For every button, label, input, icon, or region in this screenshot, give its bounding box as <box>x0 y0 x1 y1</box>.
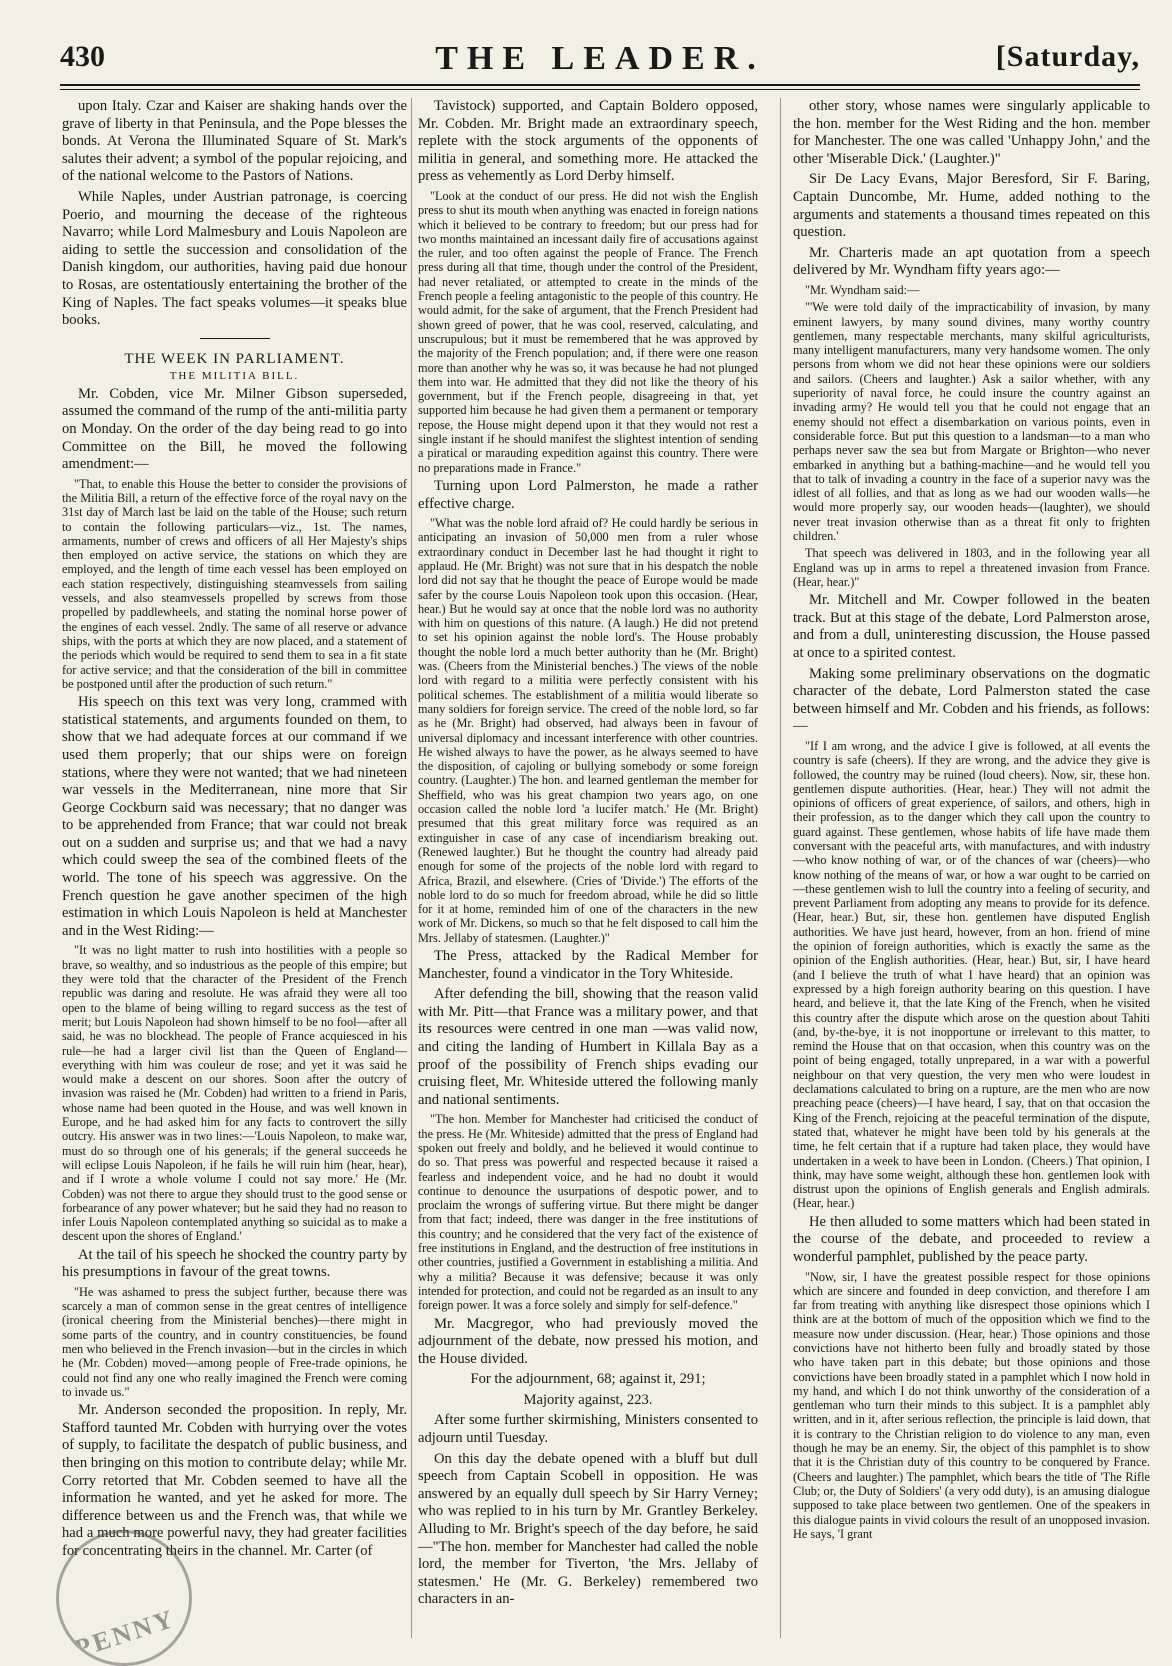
quoted-speech: "Mr. Wyndham said:— <box>805 282 920 297</box>
article-paragraph: The Press, attacked by the Radical Member for Manchester, found a vindicator in the Tory Whiteside. <box>418 948 758 982</box>
article-paragraph: His speech on this text was very long, crammed with statistical statements, and arguments founded on them, to show that we had adequate forces at our command if we used them properly; that our ships were on foreign stations, where they were not wanted; that we had nineteen war vessels in the Mediterranean, nine more that Sir George Cockburn said was necessary; that no danger was to be apprehended from France; that war could not break out on a sudden and surprise us; and that we had a navy which could sweep the sea of the combined fleets of the world. The tone of his speech was aggressive. On the French question he gave another specimen of the high estimation in which Louis Napoleon is held at Manchester and in the West Riding:— <box>62 694 407 939</box>
header-rule-thin <box>60 89 1140 90</box>
penny-stamp-watermark <box>56 1530 192 1666</box>
article-paragraph: He then alluded to some matters which had been stated in the course of the debate, and proceeded to review a wonderful pamphlet, published by the peace party. <box>793 1213 1150 1265</box>
page-number: 430 <box>60 40 105 73</box>
section-title: THE WEEK IN PARLIAMENT. <box>124 350 345 367</box>
article-paragraph: Mr. Anderson seconded the proposition. In reply, Mr. Stafford taunted Mr. Cobden with hurrying over the votes of supply, to facilitate the despatch of public business, and then bringing on this motion to contribute delay; while Mr. Corry retorted that Mr. Cobden seemed to have all the information he wanted, and yet he asked for more. The difference between us and the French was, that while we had a much more powerful navy, they had greater facilities for concentrating theirs in the channel. Mr. Carter (of <box>62 1402 407 1559</box>
article-paragraph: Mr. Mitchell and Mr. Cowper followed in the beaten track. But at this stage of the debate, Lord Palmerston arose, and from a dull, uninteresting discussion, the House passed at once to a spirited contest. <box>793 592 1150 661</box>
page-header <box>60 40 1140 86</box>
quoted-speech: "The hon. Member for Manchester had criticised the conduct of the press. He (Mr. Whiteside) admitted that the press of England had spoken out freely and boldly, and he believed it would continue to do so. That press was powerful and respected because it raised a fearless and independent voice, and he had no doubt it would continue to denounce the usurpations of despotic power, and to proclaim the wrongs of suffering virtue. But there might be danger from that fact; indeed, there was danger in the free institutions of this country; and he considered that the very fact of the existence of free institutions in England, and the destruction of free institutions in other countries, justified a Government in establishing a militia. And why a militia? Because it was defensive; because it was only intended for protection, and could not be regarded as an insult to any foreign power. It was a force solely and simply for self-defence." <box>418 1112 758 1313</box>
article-paragraph: On this day the debate opened with a bluff but dull speech from Captain Scobell in opposition. He was answered by an equally dull speech by Sir Harry Verney; who was replied to in his turn by Mr. Grantley Berkeley. Alluding to Mr. Bright's speech of the day before, he said—"The hon. member for Manchester had called the noble lord, the member for Tiverton, 'the Mrs. Jellaby of statesmen.' He (Mr. G. Berkeley) remembered two characters in an- <box>418 1450 758 1608</box>
masthead-title: THE LEADER. <box>435 40 765 77</box>
quoted-speech: "He was ashamed to press the subject further, because there was scarcely a man of common sense in the great centres of intelligence (ironical cheering from the Ministerial benches)—there might in some parts of the country, and in country constituencies, be found men who believed in the French invasion—but in the circles in which he (Mr. Cobden) moved—among people of Free-trade opinions, he could not find any one who really imagined the French were coming to invade us." <box>62 1284 407 1399</box>
section-subtitle: THE MILITIA BILL. <box>169 369 300 382</box>
quoted-speech: "If I am wrong, and the advice I give is followed, at all events the country is safe (cheers). If they are wrong, and the advice they give is followed, the country may be ruined (loud cheers). Now, sir, these hon. gentlemen dispute authorities. (Hear, hear.) They will not admit the opinions of officers of great experience, of sailors, and others, high in their profession, as to the danger which they call upon the country to guard against. These gentlemen, whose habits of life have made them conversant with the peaceful arts, with manufactures, and with industry—who know nothing of war, or of the chances of war (cheers)—who know nothing of the means of war, or how a war ought to be carried on—these gentlemen wish to lull the country into a feeling of security, and prevent Parliament from adopting any means to provide for its defence. (Hear, hear.) But, sir, these hon. gentlemen have disputed English authorities. We have just heard, however, from an hon. friend of mine the opinion of foreign authorities, which is exactly the same as the opinion of the English authorities. (Hear, hear.) But, sir, I have heard (and I believe the truth of what I have heard) that an opinion was expressed by a high foreign authority bearing on this question. I have heard, and believe it, that the late King of the French, when he visited this country after the dispute which arose on the question about Tahiti (and, by-the-bye, it is not inopportune or irrelevant to this matter, to remind the House that on that occasion, when this country was on the point of being engaged, totally unprepared, in a war with a powerful neighbour on that very question, the very men who were loudest in declamations calculated to bring on a rupture, are the men who are now preaching peace (cheers)—I have heard, I say, that on that occasion the King of the French, rejoicing at the peaceful termination of the dispute, stated that, whatever he might have been told by his generals at the time, he felt certain that if a rupture had taken place, they would have undertaken in a week to have been in London. (Cheers.) That opinion, I think, may have some weight, although these hon. gentlemen look with distrust upon the opinions of English generals and English admirals. (Hear, hear.) <box>793 738 1150 1211</box>
article-paragraph: While Naples, under Austrian patronage, is coercing Poerio, and mourning the decease of the righteous Navarro; while Lord Malmesbury and Louis Napoleon are aiding to settle the succession and consolidation of the Danish kingdom, our authorities, having paid due honour to Rosas, are ostentatiously entertaining the brother of the King of Naples. The fact speaks volumes—it speaks blue books. <box>62 188 407 329</box>
header-rule <box>60 84 1140 86</box>
article-paragraph: Mr. Cobden, vice Mr. Milner Gibson superseded, assumed the command of the rump of the anti-militia party on Monday. On the order of the day being read to go into Committee on the Bill, he moved the following amendment:— <box>62 385 407 473</box>
column-divider <box>780 98 781 1638</box>
column-2 <box>418 98 758 1638</box>
article-paragraph: Mr. Charteris made an apt quotation from a speech delivered by Mr. Wyndham fifty years ago:— <box>793 244 1150 279</box>
stamp-text: PENNY <box>70 1603 180 1664</box>
quoted-speech: "Look at the conduct of our press. He did not wish the English press to shut its mouth when anything was enacted in foreign nations which it believed to be contrary to freedom; but our press had for two months maintained an incessant daily fire of accusations against the ruler, and too often against the people of France. The French press during all that time, though under the control of the President, had never retaliated, or attempted to create in the minds of the French people a feeling antagonistic to the people of this country. He would admit, for the sake of argument, that the French President had shown greed of power, that he was cool, reserved, calculating, and unscrupulous; but it must be remembered that he was approved by the majority of the French population; and, if there were one reason more than another why he was so, it was because he had not plunged them into war. He admitted that they did not like the theory of his government, but if the French people, disagreeing in that, yet supported him because he had given them a permanent or temporary repose, the House might depend upon it that they would not rest a single instant if he should manifest the slightest intention of sending a piratical or marauding expedition against this country. There were no preparations made in France." <box>418 188 758 475</box>
quoted-speech: "Now, sir, I have the greatest possible respect for those opinions which are sincere and founded in deep conviction, and therefore I am far from treating with anything like disrespect those opinions which I think are at the bottom of much of the opposition which we find to the measure now under discussion. (Hear, hear.) Those opinions and those convictions have not hitherto been fully and broadly stated by those who have taken part in this debate; but those opinions and those convictions have been broadly stated in a pamphlet which I now hold in my hand, and which I do not think unworthy of the consideration of a gentleman who turn their minds to this subject. It is a pamphlet ably written, and in it, after serious reflection, the principle is laid down, that it is contrary to the Christian religion to do violence to any man, even though he may be an enemy. Sir, the object of this pamphlet is to show that it is the Christian duty of this country to be conquered by France. (Cheers and laughter.) The pamphlet, which bears the title of 'The Rifle Club; or, the Duty of Soldiers' (a very odd duty), is an amusing dialogue supposed to take place between two gentlemen. One of the speakers in this dialogue paints in vivid colours the result of an unopposed invasion. He says, 'I grant <box>793 1269 1150 1541</box>
division-result: For the adjournment, 68; against it, 291; <box>470 1371 706 1388</box>
column-1 <box>62 98 407 1638</box>
quoted-speech: "That, to enable this House the better to consider the provisions of the Militia Bill, a return of the effective force of the royal navy on the 31st day of March last be laid on the table of the House; such return to contain the following particulars—viz., 1st. The names, armaments, number of crews and officers of all Her Majesty's ships then employed on active service, the stations on which they are employed, and the length of time each vessel has been employed on each station respectively, distinguishing steamvessels from sailing vessels, and also steamvessels propelled by screws from those propelled by paddlewheels, and stating the nominal horse power of the engines of each vessel. 2ndly. The same of all reserve or advance ships, with the ports at which they are now placed, and a statement of the periods which would be required to send them to sea in a fit state for active service; and that the consideration of the bill in committee be postponed until after the production of such return." <box>62 476 407 691</box>
section-divider <box>200 338 270 339</box>
article-paragraph: Making some preliminary observations on the dogmatic character of the debate, Lord Palmerston stated the case between himself and Mr. Cobden and his friends, as follows:— <box>793 665 1150 735</box>
column-divider <box>411 98 412 1638</box>
quoted-speech: That speech was delivered in 1803, and in the following year all England was up in arms to repel a threatened invasion from France. (Hear, hear.)" <box>793 546 1150 589</box>
article-paragraph: other story, whose names were singularly applicable to the hon. member for the West Riding and the hon. member for Manchester. The one was called 'Unhappy John,' and the other 'Miserable Dick.' (Laughter.)" <box>793 98 1150 167</box>
quoted-speech: "What was the noble lord afraid of? He could hardly be serious in anticipating an invasion of 50,000 men from a ruler whose extraordinary conduct in December last he had thought it right to applaud. He (Mr. Bright) was not sure that in his despatch the noble lord did not say that he thought the peace of Europe would be made safer by the course Louis Napoleon took upon this occasion. (Hear, hear.) But he would say at once that the noble lord was no authority with him on questions of this nature. (A laugh.) He did not pretend to set his opinion against the noble lord's. The House probably thought the noble lord a much better authority than he (Mr. Bright) was. (Cheers from the Ministerial benches.) The views of the noble lord with regard to a militia were perfectly consistent with his political schemes. The establishment of a militia would liberate so many soldiers for foreign service. The creed of the noble lord, so far as he (Mr. Bright) had observed, had always been in favour of universal diplomacy and incessant interference with other countries. He wished always to have the power, as he always seemed to have the disposition, of cajoling or bullying somebody or some foreign country. (Laughter.) The hon. and learned gentleman the member for Sheffield, who was his great champion two years ago, on one occasion called the noble lord 'a lucifer match.' He (Mr. Bright) presumed that this great military force was required as an extinguisher in case of any case of incendiarism breaking out. (Renewed laughter.) But he thought the country had already paid enough for some of the projects of the noble lord with regard to Africa, Brazil, and elsewhere. (Cries of 'Divide.') The efforts of the noble lord to do so much for freedom abroad, while he did so little for it at home, reminded him of one of the characters in the new work of Mr. Dickens, so much so that he felt disposed to call him the Mrs. Jellaby of statesmen. (Laughter.)" <box>418 516 758 945</box>
article-paragraph: Mr. Macgregor, who had previously moved the adjournment of the debate, now pressed his motion, and the House divided. <box>418 1315 758 1367</box>
article-paragraph: After some further skirmishing, Ministers consented to adjourn until Tuesday. <box>418 1412 758 1447</box>
quoted-speech: "It was no light matter to rush into hostilities with a people so brave, so wealthy, and so industrious as the people of this empire; but they were told that the character of the President of the French republic was daring and resolute. He was afraid they were all too open to the blame of being willing to regard success as the test of merit; but Louis Napoleon had shown himself to be no fool—after all said, he was no blockhead. The people of France acquiesced in his rule—he had a larger civil list than the Queen of England—everything with him was couleur de rose; and yet it was said he would make a descent on our shores. Soon after the outcry of invasion was raised he (Mr. Cobden) had written to a friend in Paris, whose name had been quoted in the House, and was well known in Europe, and he had asked him for any facts to controvert the silly outcry. His answer was in two lines:—'Louis Napoleon, to make war, must do so through one of his generals; if the general succeeds he will eclipse Louis Napoleon, if he fails he will ruin him (hear, hear), and if I wrote a whole volume I could not say more.' He (Mr. Cobden) was not there to argue they should trust to the good sense or forbearance of any power whatever; but he said they had no reason to infer Louis Napoleon contemplated anything so suicidal as to make a descent upon the shores of England.' <box>62 943 407 1244</box>
article-paragraph: Tavistock) supported, and Captain Boldero opposed, Mr. Cobden. Mr. Bright made an extraordinary speech, replete with the stock arguments of the opponents of militia in general, and something more. He attacked the press as vehemently as Lord Derby himself. <box>418 98 758 185</box>
article-paragraph: At the tail of his speech he shocked the country party by his presumptions in favour of the great towns. <box>62 1246 407 1281</box>
article-paragraph: Sir De Lacy Evans, Major Beresford, Sir F. Baring, Captain Duncombe, Mr. Hume, added nothing to the arguments and statements a thousand times repeated on this question. <box>793 171 1150 241</box>
division-majority: Majority against, 223. <box>523 1391 653 1408</box>
article-paragraph: upon Italy. Czar and Kaiser are shaking hands over the grave of liberty in that Peninsula, and the Pope blesses the bonds. At Verona the Illuminated Square of St. Mark's salutes their advent; a symbol of the popular rejoicing, and of the national welcome to the Pastors of Nations. <box>62 98 407 185</box>
column-3 <box>793 98 1150 1638</box>
quoted-speech: "'We were told daily of the impracticability of invasion, by many eminent lawyers, by many sound divines, many worthy country gentlemen, many respectable merchants, many skilful agriculturists, many intelligent manufacturers, many very handsome women. The only persons from whom we did not hear these opinions were our soldiers and sailors. (Cheers and laughter.) Ask a sailor whether, with any superiority of naval force, he could insure the country against an invading army? He would tell you that he could not engage that an enemy should not effect a disembarkation on various points, even in considerable force. But put this question to a landsman—to a man who perhaps never saw the sea but from Margate or Brighton—who never embarked in anything but a bathing-machine—and he would tell you that to talk of invading a country in the face of a superior navy was the idlest of all follies, and that as long as we had our wooden walls—he would more properly say, our wooden heads—(laughter), we should never treat invasion otherwise than as a threat fit only to frighten children.' <box>793 300 1150 543</box>
article-paragraph: Turning upon Lord Palmerston, he made a rather effective charge. <box>418 477 758 512</box>
article-paragraph: After defending the bill, showing that the reason valid with Mr. Pitt—that France was a military power, and that its resources were centred in one man —was valid now, and citing the landing of Humbert in Killala Bay as a proof of the possibility of French ships evading our cruising fleet, Mr. Whiteside uttered the following manly and national sentiments. <box>418 986 758 1108</box>
dateline: [Saturday, <box>995 40 1140 73</box>
